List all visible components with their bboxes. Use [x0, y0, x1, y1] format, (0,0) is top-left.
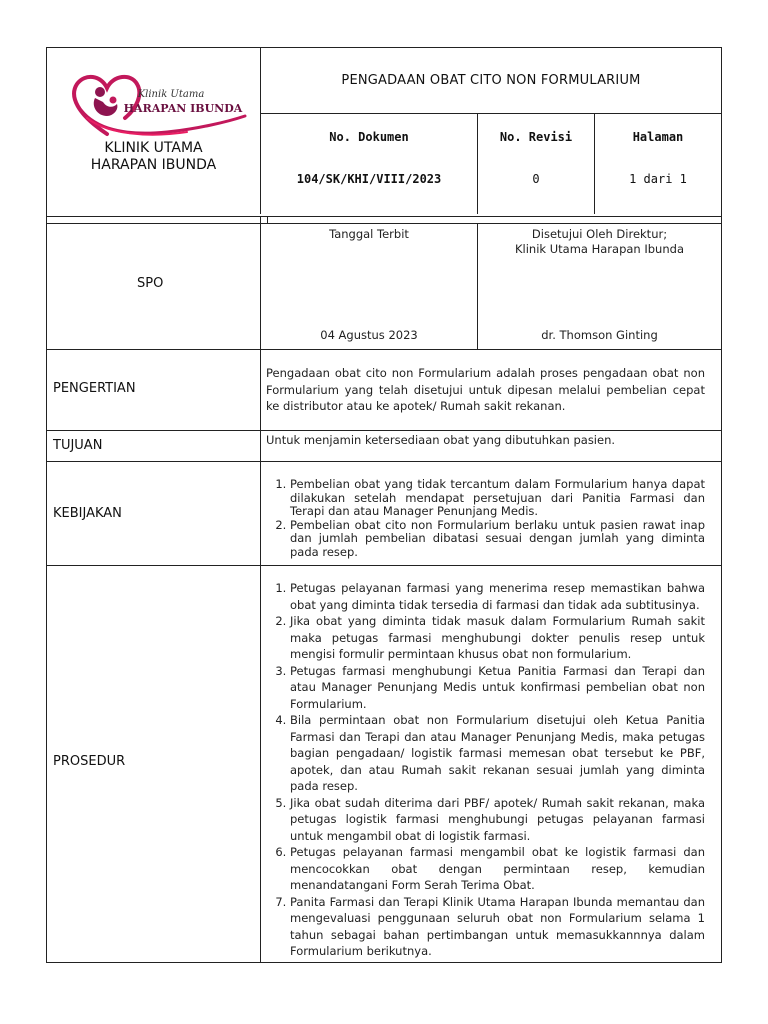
spo-document	[46, 47, 722, 963]
kebijakan-list	[266, 478, 705, 559]
clinic-name-line2: HARAPAN IBUNDA	[90, 157, 217, 173]
disetujui-line1: Disetujui Oleh Direktur;	[531, 227, 668, 241]
document-title: PENGADAAN OBAT CITO NON FORMULARIUM	[261, 48, 721, 114]
prosedur-item: 5. Jika obat sudah diterima dari PBF/ apotek/ Rumah sakit rekanan, maka petugas logistik farmasi menghubungi petugas pelayanan farmasi untuk mengambil obat di logistik farmasi.	[290, 795, 705, 845]
prosedur-item: 4. Bila permintaan obat non Formularium disetujui oleh Ketua Panitia Farmasi dan Terapi dan atau Manager Penunjang Medis, maka petugas bagian pengadaan/ logistik farmasi memesan obat tersebut ke PBF, apotek, dan atau Rumah sakit rekanan sesuai jumlah yang diminta pada resep.	[290, 712, 705, 795]
no-revisi-value: 0	[532, 172, 540, 186]
tujuan-text: Untuk menjamin ketersediaan obat yang dibutuhkan pasien.	[266, 433, 616, 447]
tujuan-label-cell	[47, 431, 261, 461]
spo-section	[47, 224, 721, 350]
prosedur-item: 1. Petugas pelayanan farmasi yang menerima resep memastikan bahwa obat yang diminta tidak tersedia di farmasi dan tidak ada subtitusinya.	[290, 580, 705, 613]
tanggal-terbit-label: Tanggal Terbit	[329, 227, 409, 241]
prosedur-list	[266, 580, 705, 960]
halaman-label: Halaman	[632, 130, 684, 144]
kebijakan-label-cell	[47, 462, 261, 565]
pengertian-row	[47, 350, 721, 431]
spo-label-cell	[47, 224, 261, 349]
pengertian-text: Pengadaan obat cito non Formularium adalah proses pengadaan obat non Formularium yang telah disetujui untuk dipesan melalui pembelian cepat ke distributor atau ke apotek/ Rumah sakit rekanan.	[266, 366, 705, 413]
pengertian-label-cell	[47, 350, 261, 430]
clinic-name-line1: KLINIK UTAMA	[104, 140, 203, 156]
kebijakan-item: 1. Pembelian obat yang tidak tercantum dalam Formularium hanya dapat dilakukan setelah mendapat persetujuan dari Panitia Farmasi dan Terapi dan atau Manager Penunjang Medis.	[290, 478, 705, 519]
document-header	[47, 48, 721, 217]
prosedur-item: 2. Jika obat yang diminta tidak masuk dalam Formularium Rumah sakit maka petugas farmasi menghubungi dokter penulis resep untuk mengisi formulir permintaan khusus obat non formularium.	[290, 613, 705, 663]
tanggal-terbit-value: 04 Agustus 2023	[320, 328, 418, 342]
logo-text-line2: HARAPAN IBUNDA	[123, 102, 243, 115]
prosedur-row	[47, 566, 721, 962]
clinic-name	[47, 140, 260, 174]
prosedur-item: 7. Panita Farmasi dan Terapi Klinik Utama Harapan Ibunda memantau dan mengevaluasi penggunaan seluruh obat non Formularium selama 1 tahun sebagai bahan pertimbangan untuk memasukkannnya dalam Formularium berikutnya.	[290, 894, 705, 960]
kebijakan-label: KEBIJAKAN	[53, 506, 122, 521]
header-right	[261, 48, 721, 214]
clinic-logo	[67, 70, 257, 140]
halaman-value: 1 dari 1	[629, 172, 687, 186]
no-revisi-cell	[478, 114, 595, 214]
direktur-name: dr. Thomson Ginting	[541, 328, 658, 342]
halaman-cell	[595, 114, 721, 214]
no-dokumen-label: No. Dokumen	[329, 130, 409, 144]
kebijakan-item: 2. Pembelian obat cito non Formularium berlaku untuk pasien rawat inap dan jumlah pembelian dibatasi sesuai dengan jumlah yang diminta pada resep.	[290, 519, 705, 560]
divider-row	[47, 217, 721, 224]
logo-text-line1: Klinik Utama	[137, 89, 205, 100]
persetujuan-heading	[478, 227, 721, 257]
no-dokumen-cell	[261, 114, 478, 214]
prosedur-item: 6. Petugas pelayanan farmasi mengambil obat ke logistik farmasi dan mencocokkan obat dengan permintaan resep, kemudian menandatangani Form Serah Terima Obat.	[290, 844, 705, 894]
kebijakan-row	[47, 462, 721, 566]
document-meta	[261, 114, 721, 214]
logo-cell	[47, 48, 261, 214]
no-revisi-label: No. Revisi	[499, 130, 573, 144]
no-dokumen-value: 104/SK/KHI/VIII/2023	[296, 172, 442, 186]
persetujuan-cell	[478, 224, 721, 349]
disetujui-line2: Klinik Utama Harapan Ibunda	[515, 242, 684, 256]
prosedur-label: PROSEDUR	[53, 754, 126, 769]
pengertian-label: PENGERTIAN	[53, 381, 136, 396]
tujuan-row	[47, 431, 721, 462]
tanggal-terbit-cell	[261, 224, 478, 349]
prosedur-item: 3. Petugas farmasi menghubungi Ketua Panitia Farmasi dan Terapi dan atau Manager Penunjang Medis untuk konfirmasi pembelian obat non Formularium.	[290, 663, 705, 713]
tujuan-label: TUJUAN	[53, 438, 103, 453]
spo-label: SPO	[137, 276, 164, 291]
prosedur-label-cell	[47, 566, 261, 962]
